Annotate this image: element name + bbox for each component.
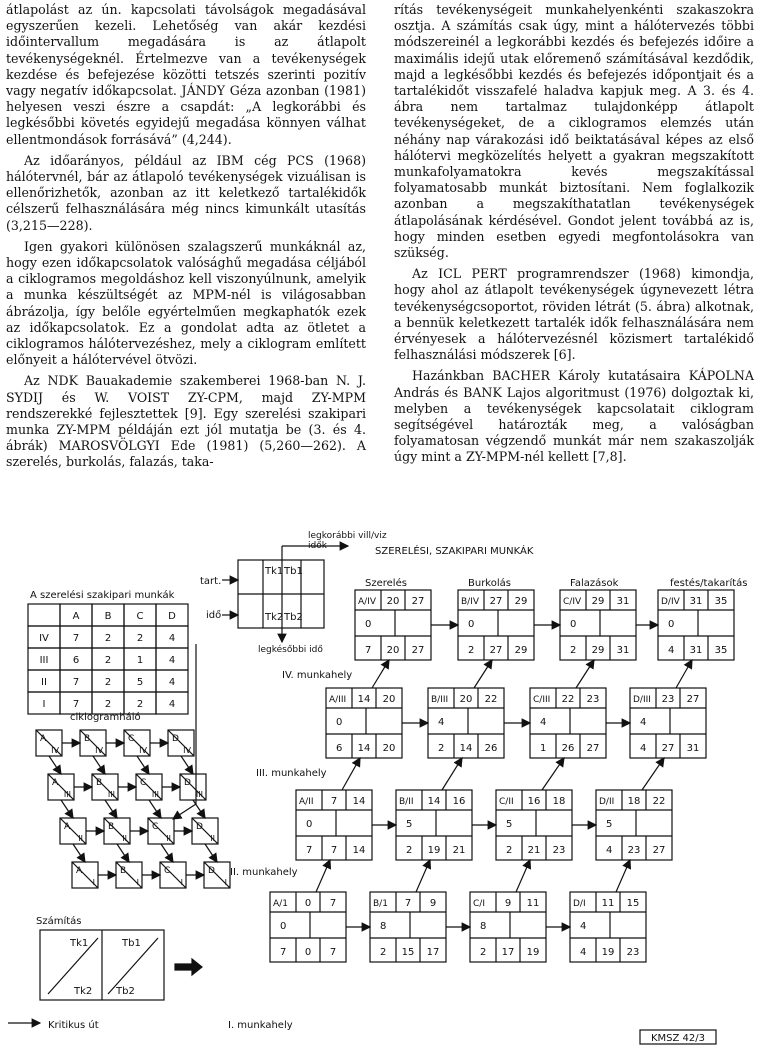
node-value: 4 bbox=[606, 845, 613, 856]
node-value: 20 bbox=[382, 694, 396, 705]
left-column bbox=[6, 2, 366, 476]
szamitas-tk2: Tk2 bbox=[74, 986, 93, 997]
node-value: 29 bbox=[514, 596, 528, 607]
ciklogram-node-roman: III bbox=[195, 790, 203, 799]
ciklogram-node-label: D bbox=[196, 822, 203, 832]
ciklogram-node-roman: III bbox=[63, 790, 71, 799]
node-value: 5 bbox=[406, 819, 413, 830]
node-value: 2 bbox=[438, 743, 445, 754]
paragraph: rítás tevékenységeit munkahelyenkénti szakaszokra osztja. A számítás csak úgy, mint a hálótervezés többi módszereinél a legkorábbi kezdés és befejezés időire a maximális idejű utak előremenő számításával kezdődik, majd a legkésőbbi kezdés és befejezés időpontjait és a tartalékidőt visszafelé haladva kapjuk meg. A 3. és 4. ábra nem tartalmaz tulajdonképp átlapolt tevékenységeket, de a ciklogramos elemzés után néhány nap várakozási idő beiktatásával képes az első hálótervi megközelítés helyett a gyakran megszakított munkafolyamatokra kevés megszakítással folyamatosabb munkát biztosítani. Nem foglalkozik azonban a megszakíthatatlan tevékenységek átlapolásának kérdésével. Gondot jelent továbbá az is, hogy minden esetben egyedi megfontolásokra van szükség. bbox=[394, 2, 754, 261]
node-value: 0 bbox=[280, 921, 287, 932]
node-value: 20 bbox=[386, 596, 400, 607]
node-value: 27 bbox=[411, 596, 425, 607]
node-value: 27 bbox=[489, 596, 503, 607]
ciklogram-arrow bbox=[73, 844, 85, 862]
ciklogram-arrow bbox=[181, 756, 193, 774]
ciklogram-arrow bbox=[49, 756, 61, 774]
node-value: 27 bbox=[489, 645, 503, 656]
node-value: 4 bbox=[640, 717, 647, 728]
legend-tk1: Tk1 bbox=[265, 566, 284, 577]
column-header: Szerelés bbox=[365, 578, 407, 589]
node-value: 31 bbox=[686, 743, 700, 754]
node-value: 14 bbox=[352, 845, 366, 856]
node-value: 4 bbox=[640, 743, 647, 754]
table-header: D bbox=[168, 611, 176, 622]
node-value: 17 bbox=[501, 947, 515, 958]
flow-arrow bbox=[474, 660, 492, 688]
node-value: 16 bbox=[527, 796, 541, 807]
ciklogram-arrow bbox=[161, 844, 173, 862]
legend-top-note: idők bbox=[308, 541, 327, 551]
flow-arrow bbox=[516, 860, 530, 892]
node-value: 19 bbox=[427, 845, 441, 856]
table-value: 7 bbox=[72, 677, 80, 688]
node-value: 4 bbox=[540, 717, 547, 728]
node-value: 9 bbox=[429, 898, 437, 909]
ciklogram-arrow bbox=[137, 756, 149, 774]
node-value: 29 bbox=[591, 596, 605, 607]
legend-tk2: Tk2 bbox=[265, 612, 284, 623]
node-value: 5 bbox=[606, 819, 613, 830]
ciklogram-node-label: A bbox=[40, 734, 47, 744]
legend-bottom-note: legkésőbbi idő bbox=[258, 645, 323, 655]
table-title: A szerelési szakipari munkák bbox=[30, 590, 175, 601]
legend-tb1: Tb1 bbox=[284, 566, 303, 577]
node-value: 11 bbox=[526, 898, 540, 909]
node-value: 2 bbox=[468, 645, 475, 656]
node-value: 27 bbox=[661, 743, 675, 754]
ciklogram-arrow bbox=[105, 800, 117, 818]
node-value: 14 bbox=[352, 796, 366, 807]
node-id: C/IV bbox=[563, 597, 582, 607]
table-value: 2 bbox=[104, 677, 112, 688]
node-value: 5 bbox=[506, 819, 513, 830]
table-value: 7 bbox=[72, 699, 80, 710]
node-id: B/II bbox=[399, 797, 414, 807]
flow-arrow bbox=[616, 860, 630, 892]
table-value: I bbox=[42, 699, 46, 710]
ciklogram-node-label: C bbox=[140, 778, 147, 788]
node-value: 23 bbox=[552, 845, 566, 856]
node-value: 14 bbox=[459, 743, 473, 754]
table-value: 4 bbox=[168, 633, 176, 644]
node-value: 20 bbox=[459, 694, 473, 705]
node-value: 29 bbox=[514, 645, 528, 656]
figure-code: KMSZ 42/3 bbox=[650, 1033, 706, 1044]
node-value: 0 bbox=[668, 619, 675, 630]
node-value: 1 bbox=[540, 743, 547, 754]
node-value: 19 bbox=[601, 947, 615, 958]
ciklogram-node-roman: IV bbox=[139, 746, 147, 755]
node-value: 16 bbox=[452, 796, 466, 807]
flow-arrow bbox=[442, 758, 462, 790]
node-value: 31 bbox=[689, 596, 703, 607]
ciklogram-node-label: A bbox=[76, 866, 83, 876]
ciklogram-node-roman: IV bbox=[95, 746, 103, 755]
munkahely-label: III. munkahely bbox=[256, 768, 327, 779]
szamitas-tb2: Tb2 bbox=[116, 986, 135, 997]
node-value: 4 bbox=[580, 947, 587, 958]
ciklogram-node-roman: I bbox=[92, 878, 95, 887]
column-header: Burkolás bbox=[468, 578, 511, 589]
ciklogram-node-label: B bbox=[108, 822, 115, 832]
paragraph: Az NDK Bauakademie szakemberei 1968-ban N. J. SYDIJ és W. VOIST ZY-CPM, majd ZY-MPM rendszerekké fejlesztettek [9]. Egy szerelési szakipari munka ZY-MPM példáján ezt jól mutatja be (3. és 4. ábrák) MAROSVÖLGYI Ede (1981) (5,260—262). A szerelés, burkolás, falazás, taka- bbox=[6, 373, 366, 470]
node-value: 0 bbox=[468, 619, 475, 630]
ciklogram-node-label: C bbox=[164, 866, 171, 876]
ciklogram-arrow bbox=[117, 844, 129, 862]
ciklogram-node-label: B bbox=[120, 866, 127, 876]
table-value: 7 bbox=[72, 633, 80, 644]
ciklogram-node-label: C bbox=[152, 822, 159, 832]
table-value: 2 bbox=[136, 699, 144, 710]
node-value: 21 bbox=[527, 845, 541, 856]
node-value: 17 bbox=[426, 947, 440, 958]
table-value: 1 bbox=[136, 655, 144, 666]
munkahely-label: II. munkahely bbox=[230, 867, 298, 878]
table-value: 2 bbox=[104, 633, 112, 644]
node-id: C/II bbox=[499, 797, 514, 807]
node-value: 26 bbox=[561, 743, 575, 754]
node-value: 4 bbox=[668, 645, 675, 656]
ciklogram-node-roman: II bbox=[122, 834, 127, 843]
node-value: 15 bbox=[401, 947, 415, 958]
node-value: 23 bbox=[586, 694, 600, 705]
node-value: 7 bbox=[280, 947, 287, 958]
node-value: 19 bbox=[526, 947, 540, 958]
table-value: 4 bbox=[168, 655, 176, 666]
column-header: Falazások bbox=[570, 578, 619, 589]
node-value: 7 bbox=[404, 898, 412, 909]
ciklogram-arrow bbox=[193, 800, 205, 818]
ciklogram-node-roman: IV bbox=[51, 746, 59, 755]
table-value: 2 bbox=[104, 699, 112, 710]
szamitas-tk1: Tk1 bbox=[70, 938, 89, 949]
flow-arrow bbox=[642, 758, 664, 790]
node-value: 14 bbox=[357, 743, 371, 754]
table-header: B bbox=[104, 611, 112, 622]
ciklogram-node-label: B bbox=[84, 734, 91, 744]
node-value: 27 bbox=[586, 743, 600, 754]
node-value: 8 bbox=[380, 921, 387, 932]
node-value: 21 bbox=[452, 845, 466, 856]
node-value: 8 bbox=[480, 921, 487, 932]
ciklogram-node-roman: I bbox=[180, 878, 183, 887]
ciklogram-arrow bbox=[61, 800, 73, 818]
node-value: 23 bbox=[626, 947, 640, 958]
flow-arrow bbox=[676, 660, 692, 688]
node-id: D/III bbox=[633, 695, 651, 705]
node-value: 7 bbox=[329, 898, 337, 909]
legend-ido: idő bbox=[206, 610, 222, 621]
table-value: II bbox=[41, 677, 47, 688]
kritikus-label: Kritikus út bbox=[48, 1020, 99, 1031]
table-value: 4 bbox=[168, 699, 176, 710]
node-value: 11 bbox=[601, 898, 615, 909]
munkahely-label: I. munkahely bbox=[228, 1020, 293, 1031]
node-id: D/I bbox=[573, 899, 586, 909]
flow-arrow bbox=[316, 860, 330, 892]
ciklogram-node-roman: III bbox=[151, 790, 159, 799]
ciklogram-arrow bbox=[205, 844, 217, 862]
node-value: 6 bbox=[336, 743, 343, 754]
node-id: B/III bbox=[431, 695, 449, 705]
node-value: 7 bbox=[306, 845, 313, 856]
ciklogram-node-label: A bbox=[64, 822, 71, 832]
node-id: A/III bbox=[329, 695, 347, 705]
ciklogram-node-roman: II bbox=[166, 834, 171, 843]
flow-arrow bbox=[416, 860, 430, 892]
paragraph: Az időarányos, például az IBM cég PCS (1968) hálótervnél, bár az átlapoló tevékenységek vizuálisan is ellenőrizhetők, azonban az itt keletkező tartalékidők célszerű felhasználására még nincs kimunkált utasítás (3,215—228). bbox=[6, 152, 366, 233]
table-value: 4 bbox=[168, 677, 176, 688]
node-value: 0 bbox=[304, 898, 312, 909]
flow-arrow bbox=[542, 758, 564, 790]
node-id: A/1 bbox=[273, 899, 288, 909]
flow-arrow bbox=[342, 758, 360, 790]
node-value: 29 bbox=[591, 645, 605, 656]
ciklogram-node-roman: I bbox=[224, 878, 227, 887]
node-value: 18 bbox=[552, 796, 566, 807]
node-value: 35 bbox=[714, 596, 728, 607]
node-value: 31 bbox=[616, 645, 630, 656]
node-value: 14 bbox=[427, 796, 441, 807]
text-columns bbox=[6, 0, 756, 515]
munkahely-label: IV. munkahely bbox=[282, 670, 353, 681]
node-value: 0 bbox=[365, 619, 372, 630]
node-value: 15 bbox=[626, 898, 640, 909]
paragraph: átlapolást az ún. kapcsolati távolságok megadásával egyszerűen kezeli. Lehetőség van akár kezdési időintervallum megadására is az átlapolt tevékenységeknél. Értelmezve van a tevékenységek kezdése és befejezése közötti tetszés szerinti pozitív vagy negatív időkapcsolat. JÁNDY Géza azonban (1981) helyesen veszi észre a csapdát: „A legkorábbi és legkésőbbi követés egyidejű megadása könnyen válhat ellentmondások forrásává” (4,244). bbox=[6, 2, 366, 147]
legend-tart: tart. bbox=[200, 576, 222, 587]
node-id: C/III bbox=[533, 695, 551, 705]
node-value: 7 bbox=[365, 645, 372, 656]
table-value: III bbox=[39, 655, 49, 666]
node-value: 27 bbox=[652, 845, 666, 856]
ciklogram-node-label: D bbox=[184, 778, 191, 788]
table-value: 2 bbox=[104, 655, 112, 666]
table-value: 6 bbox=[72, 655, 80, 666]
node-id: D/II bbox=[599, 797, 615, 807]
node-value: 9 bbox=[504, 898, 512, 909]
ciklogram-node-roman: I bbox=[136, 878, 139, 887]
table-value: 2 bbox=[136, 633, 144, 644]
right-column bbox=[394, 2, 754, 471]
node-value: 31 bbox=[616, 596, 630, 607]
ciklogram-node-roman: II bbox=[210, 834, 215, 843]
table-header: A bbox=[72, 611, 80, 622]
node-value: 0 bbox=[304, 947, 312, 958]
node-value: 23 bbox=[627, 845, 641, 856]
node-value: 7 bbox=[330, 796, 338, 807]
node-value: 2 bbox=[506, 845, 513, 856]
node-value: 2 bbox=[570, 645, 577, 656]
node-value: 0 bbox=[306, 819, 313, 830]
ciklogram-node-label: A bbox=[52, 778, 59, 788]
ciklogram-node-roman: II bbox=[78, 834, 83, 843]
node-value: 22 bbox=[652, 796, 666, 807]
node-value: 4 bbox=[438, 717, 445, 728]
node-value: 22 bbox=[561, 694, 575, 705]
node-value: 14 bbox=[357, 694, 371, 705]
node-value: 31 bbox=[689, 645, 703, 656]
node-value: 0 bbox=[570, 619, 577, 630]
ciklogram-node-roman: III bbox=[107, 790, 115, 799]
ciklogram-arrow bbox=[149, 800, 161, 818]
paragraph: Igen gyakori különösen szalagszerű munkáknál az, hogy ezen időkapcsolatok valósághű megadása céljából a ciklogramos megoldáshoz kell viszonyúlnunk, amelyik a munka készültségét az MPM-nél is világosabban ábrázolja, így belőle egyértelműen megkaphatók ezek az időkapcsolatok. Ez a gondolat adta az ötletet a ciklogramos hálótervezéshez, mely a ciklogram említett előnyeit a hálótervével ötvözi. bbox=[6, 238, 366, 368]
ciklogram-node-label: C bbox=[128, 734, 135, 744]
node-value: 27 bbox=[686, 694, 700, 705]
legend-top-note: legkorábbi vill/viz bbox=[308, 531, 387, 541]
node-id: C/I bbox=[473, 899, 485, 909]
node-value: 2 bbox=[380, 947, 387, 958]
node-id: B/1 bbox=[373, 899, 388, 909]
flow-arrow bbox=[173, 804, 196, 819]
table-cell bbox=[28, 604, 60, 626]
node-value: 23 bbox=[661, 694, 675, 705]
ciklogram-node-roman: IV bbox=[183, 746, 191, 755]
figure-title: SZERELÉSI, SZAKIPARI MUNKÁK bbox=[375, 546, 534, 557]
ciklogram-node-label: B bbox=[96, 778, 103, 788]
ciklogram-arrow bbox=[93, 756, 105, 774]
node-value: 18 bbox=[627, 796, 641, 807]
table-header: C bbox=[136, 611, 144, 622]
node-id: B/IV bbox=[461, 597, 480, 607]
szamitas-title: Számítás bbox=[36, 916, 82, 927]
node-id: A/IV bbox=[358, 597, 376, 607]
flow-arrow bbox=[372, 660, 389, 688]
node-value: 26 bbox=[484, 743, 498, 754]
column-header: festés/takarítás bbox=[670, 578, 748, 589]
node-value: 22 bbox=[484, 694, 498, 705]
node-id: A/II bbox=[299, 797, 314, 807]
node-value: 0 bbox=[336, 717, 343, 728]
ciklogram-node-label: D bbox=[208, 866, 215, 876]
szamitas-tb1: Tb1 bbox=[122, 938, 141, 949]
thick-arrow bbox=[175, 959, 202, 975]
node-value: 20 bbox=[382, 743, 396, 754]
table-value: 5 bbox=[136, 677, 144, 688]
flow-arrow bbox=[576, 660, 594, 688]
node-value: 20 bbox=[386, 645, 400, 656]
node-value: 2 bbox=[480, 947, 487, 958]
node-value: 7 bbox=[329, 947, 337, 958]
node-value: 27 bbox=[411, 645, 425, 656]
legend-tb2: Tb2 bbox=[284, 612, 303, 623]
ciklogram-node-label: D bbox=[172, 734, 179, 744]
paragraph: Az ICL PERT programrendszer (1968) kimondja, hogy ahol az átlapolt tevékenységek úgynevezett létra tevékenységcsoportot, röviden létrát (5. ábra) alkotnak, a bennük keletkezett tartalék idők felhasználására nem érvényesek a hálótervezésnél közismert tartalékidő felhasználási módszerek [6]. bbox=[394, 266, 754, 363]
node-value: 7 bbox=[330, 845, 338, 856]
node-value: 35 bbox=[714, 645, 728, 656]
network-diagram bbox=[0, 520, 760, 1048]
ciklogram-label: ciklogramháló bbox=[70, 712, 141, 723]
node-id: D/IV bbox=[661, 597, 680, 607]
node-value: 4 bbox=[580, 921, 587, 932]
table-value: IV bbox=[39, 633, 49, 644]
paragraph: Hazánkban BACHER Károly kutatásaira KÁPOLNA András és BANK Lajos algoritmust (1976) dolgoztak ki, melyben a tevékenységek kapcsolatait ciklogram segítségével határozták meg, a valóságban folyamatosan végzendő munkát már nem szakaszolják úgy mint a ZY-MPM-nél kellett [7,8]. bbox=[394, 368, 754, 465]
node-value: 2 bbox=[406, 845, 413, 856]
